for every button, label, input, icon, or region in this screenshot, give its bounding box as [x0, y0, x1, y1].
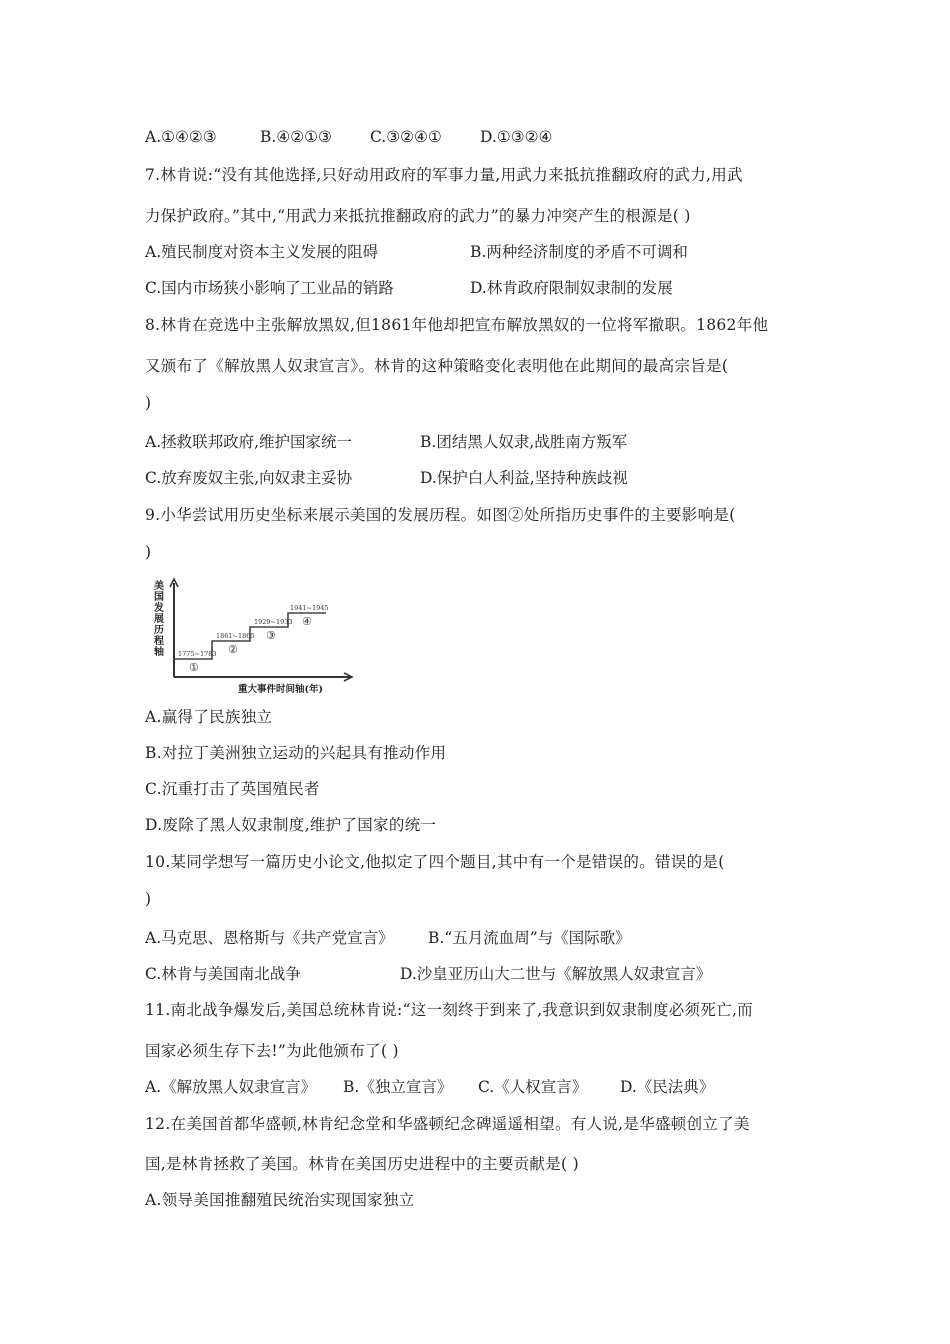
q8-stem-line3: ): [145, 394, 152, 412]
q10-option-a[interactable]: A.马克思、恩格斯与《共产党宣言》: [145, 929, 394, 947]
q11-option-b[interactable]: B.《独立宣言》: [343, 1078, 453, 1096]
y-axis-label-char: 国: [154, 592, 164, 603]
step-3-period: 1929~1933: [254, 618, 293, 626]
q9-stem-line2: ): [145, 543, 152, 561]
q8-option-b[interactable]: B.团结黑人奴隶,战胜南方叛军: [420, 433, 628, 451]
q7-stem-line2: 力保护政府。”其中,“用武力来抵抗推翻政府的武力”的暴力冲突产生的根源是( ): [145, 207, 691, 225]
q12-stem-line1: 12.在美国首都华盛顿,林肯纪念堂和华盛顿纪念碑遥遥相望。有人说,是华盛顿创立了美: [145, 1115, 750, 1133]
q12-option-a[interactable]: A.领导美国推翻殖民统治实现国家独立: [145, 1191, 415, 1209]
step-4-period: 1941~1945: [290, 604, 329, 612]
q10-option-c[interactable]: C.林肯与美国南北战争: [145, 965, 301, 983]
q6-option-d[interactable]: D.①③②④: [480, 128, 553, 146]
q6-option-c[interactable]: C.③②④①: [370, 128, 442, 146]
q7-option-a[interactable]: A.殖民制度对资本主义发展的阻碍: [145, 243, 379, 261]
q10-option-d[interactable]: D.沙皇亚历山大二世与《解放黑人奴隶宣言》: [400, 965, 712, 983]
y-axis-label-char: 程: [154, 636, 164, 647]
q7-stem-line1: 7.林肯说:“没有其他选择,只好动用政府的军事力量,用武力来抵抗推翻政府的武力,用武: [145, 166, 743, 184]
q6-option-b[interactable]: B.④②①③: [260, 128, 332, 146]
y-axis-label-char: 轴: [154, 647, 164, 658]
q10-stem-line1: 10.某同学想写一篇历史小论文,他拟定了四个题目,其中有一个是错误的。错误的是(: [145, 853, 725, 871]
y-axis-label: [153, 579, 164, 658]
q8-option-a[interactable]: A.拯救联邦政府,维护国家统一: [145, 433, 353, 451]
y-axis-label-char: 发: [154, 603, 164, 614]
y-axis-label-char: 历: [154, 625, 164, 636]
q8-stem-line2: 又颁布了《解放黑人奴隶宣言》。林肯的这种策略变化表明他在此期间的最高宗旨是(: [145, 357, 729, 375]
step-4-marker: ④: [302, 615, 312, 628]
q7-option-c[interactable]: C.国内市场狭小影响了工业品的销路: [145, 279, 394, 297]
step-2-marker: ②: [228, 643, 238, 656]
q7-option-d[interactable]: D.林肯政府限制奴隶制的发展: [470, 279, 673, 297]
q9-option-b[interactable]: B.对拉丁美洲独立运动的兴起具有推动作用: [145, 744, 447, 762]
q9-option-a[interactable]: A.赢得了民族独立: [145, 708, 273, 726]
y-axis-label-char: 美: [154, 581, 164, 592]
q6-option-a[interactable]: A.①④②③: [145, 128, 217, 146]
q9-option-c[interactable]: C.沉重打击了英国殖民者: [145, 780, 320, 798]
q11-option-a[interactable]: A.《解放黑人奴隶宣言》: [145, 1078, 317, 1096]
q10-stem-line2: ): [145, 890, 152, 908]
q7-option-b[interactable]: B.两种经济制度的矛盾不可调和: [470, 243, 688, 261]
q9-option-d[interactable]: D.废除了黑人奴隶制度,维护了国家的统一: [145, 816, 437, 834]
q8-stem-line1: 8.林肯在竞选中主张解放黑奴,但1861年他却把宣布解放黑奴的一位将军撤职。1862年他: [145, 316, 769, 334]
step-2-period: 1861~1865: [216, 632, 255, 640]
q8-option-d[interactable]: D.保护白人利益,坚持种族歧视: [420, 469, 628, 487]
x-axis-label: 重大事件时间轴(年): [238, 684, 323, 695]
us-history-timeline-figure: [150, 573, 360, 698]
step-1-period: 1775~1783: [178, 650, 217, 658]
q11-option-d[interactable]: D.《民法典》: [620, 1078, 715, 1096]
step-3-marker: ③: [266, 629, 276, 642]
timeline-chart-svg: [150, 573, 360, 698]
q11-stem-line1: 11.南北战争爆发后,美国总统林肯说:“这一刻终于到来了,我意识到奴隶制度必须死亡,而: [145, 1001, 753, 1019]
q8-option-c[interactable]: C.放弃废奴主张,向奴隶主妥协: [145, 469, 353, 487]
step-1-marker: ①: [189, 661, 199, 674]
q11-stem-line2: 国家必须生存下去!”为此他颁布了( ): [145, 1042, 399, 1060]
q11-option-c[interactable]: C.《人权宣言》: [478, 1078, 588, 1096]
y-axis-label-char: 展: [154, 614, 164, 625]
q12-stem-line2: 国,是林肯拯救了美国。林肯在美国历史进程中的主要贡献是( ): [145, 1155, 579, 1173]
q9-stem-line1: 9.小华尝试用历史坐标来展示美国的发展历程。如图②处所指历史事件的主要影响是(: [145, 506, 736, 524]
q10-option-b[interactable]: B.“五月流血周”与《国际歌》: [428, 929, 631, 947]
